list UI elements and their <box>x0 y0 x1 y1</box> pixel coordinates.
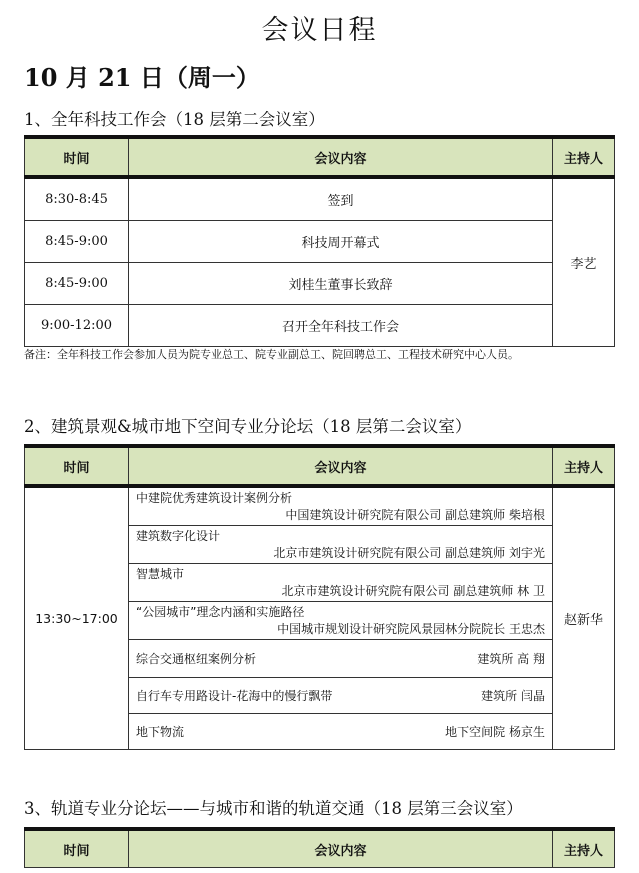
session-time: 13:30~17:00 <box>25 486 129 749</box>
header-content: 会议内容 <box>129 137 553 177</box>
header-content: 会议内容 <box>129 829 553 868</box>
section1-heading: 1、全年科技工作会（18 层第二会议室） <box>24 110 325 129</box>
table-row <box>25 305 615 347</box>
header-time: 时间 <box>25 829 129 868</box>
section3-table <box>24 827 615 868</box>
item-topic: 综合交通枢纽案例分析 <box>136 651 257 666</box>
section1-note: 备注：全年科技工作会参加人员为院专业总工、院专业副总工、院回聘总工、工程技术研究中心人员。 <box>24 348 519 361</box>
host-name: 李艺 <box>553 177 615 347</box>
list-item <box>129 713 553 749</box>
table-row <box>25 177 615 221</box>
date-heading: 10 月 21 日（周一） <box>24 63 260 92</box>
item-topic: 自行车专用路设计-花海中的慢行飘带 <box>136 688 333 703</box>
item-speaker: 建筑所 闫晶 <box>481 688 545 703</box>
table-row <box>25 486 615 525</box>
row-time: 8:45-9:00 <box>25 263 129 305</box>
section1-table <box>24 135 615 347</box>
header-host: 主持人 <box>553 446 615 486</box>
row-content: 科技周开幕式 <box>129 221 553 263</box>
item-speaker: 建筑所 高 翔 <box>477 651 545 666</box>
row-time: 8:30-8:45 <box>25 177 129 221</box>
header-time: 时间 <box>25 446 129 486</box>
row-content: 刘桂生董事长致辞 <box>129 263 553 305</box>
row-content: 召开全年科技工作会 <box>129 305 553 347</box>
item-speaker: 北京市建筑设计研究院有限公司 副总建筑师 林 卫 <box>281 584 545 598</box>
header-host: 主持人 <box>553 829 615 868</box>
list-item <box>129 563 553 601</box>
row-time: 9:00-12:00 <box>25 305 129 347</box>
item-topic: 中建院优秀建筑设计案例分析 <box>136 491 293 506</box>
page-title: 会议日程 <box>261 15 378 46</box>
table-row <box>25 263 615 305</box>
table-header-row <box>25 829 615 868</box>
item-speaker: 中国城市规划设计研究院风景园林分院院长 王忠杰 <box>277 622 545 636</box>
item-topic: 建筑数字化设计 <box>136 529 221 543</box>
table-header-row <box>25 446 615 486</box>
header-time: 时间 <box>25 137 129 177</box>
section2-table <box>24 444 615 750</box>
list-item <box>129 486 553 525</box>
header-host: 主持人 <box>553 137 615 177</box>
item-topic: 地下物流 <box>136 724 185 739</box>
list-item <box>129 677 553 713</box>
item-speaker: 地下空间院 杨京生 <box>445 724 545 739</box>
list-item <box>129 639 553 677</box>
item-speaker: 北京市建筑设计研究院有限公司 副总建筑师 刘宇光 <box>273 546 545 560</box>
section2-heading: 2、建筑景观&城市地下空间专业分论坛（18 层第二会议室） <box>24 417 472 436</box>
item-topic: “公园城市”理念内涵和实施路径 <box>136 605 305 619</box>
list-item <box>129 525 553 563</box>
table-row <box>25 221 615 263</box>
row-content: 签到 <box>129 177 553 221</box>
host-name: 赵新华 <box>553 486 615 749</box>
item-speaker: 中国建筑设计研究院有限公司 副总建筑师 柴培根 <box>285 508 545 523</box>
section3-heading: 3、轨道专业分论坛——与城市和谐的轨道交通（18 层第三会议室） <box>24 799 523 818</box>
item-topic: 智慧城市 <box>136 567 185 581</box>
list-item <box>129 601 553 639</box>
row-time: 8:45-9:00 <box>25 221 129 263</box>
header-content: 会议内容 <box>129 446 553 486</box>
table-header-row <box>25 137 615 177</box>
